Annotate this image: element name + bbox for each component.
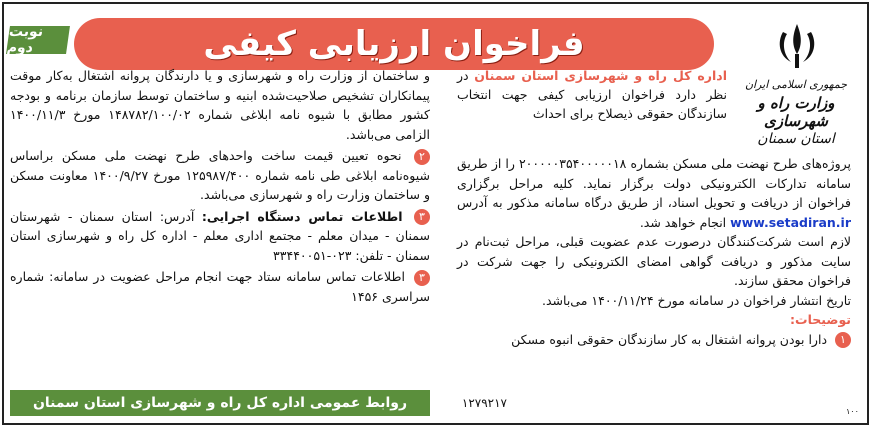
setad-contact-text: اطلاعات تماس سامانه ستاد جهت انجام مراحل عضویت در سامانه: شماره سراسری ۱۴۵۶ [10, 269, 430, 304]
item-2-number: ۲ [414, 149, 430, 165]
ministry-logo-text [741, 76, 851, 148]
item-3-number: ۳ [414, 209, 430, 225]
main-paragraph-1 [457, 154, 851, 232]
corner-number: ۱۰۰ [846, 407, 859, 416]
ad-frame [2, 2, 869, 425]
note-1-number: ۱ [835, 332, 851, 348]
public-relations-footer: روابط عمومی اداره کل راه و شهرسازی استان سمنان [10, 390, 430, 416]
ministry-line-2: وزارت راه و شهرسازی [757, 94, 835, 130]
notes-title: توضیحات: [790, 312, 851, 327]
left-column [10, 66, 430, 308]
contact-text: آدرس: استان سمنان - شهرستان سمنان - میدان معلم - مجتمع اداری معلم - اداره کل راه و شهرسازی استان سمنان - تلفن: ۰۲۳-۳۳۴۴۰۰۵۱ [10, 208, 430, 263]
ad-code: ۱۲۷۹۲۱۷ [461, 396, 507, 410]
iran-emblem-icon [769, 18, 825, 74]
main-paragraph-3: تاریخ انتشار فراخوان در سامانه مورخ ۱۴۰۰/۱۱/۲۴ می‌باشد. [542, 292, 851, 308]
ministry-line-3: استان سمنان [757, 131, 835, 147]
left-paragraph-4 [10, 267, 430, 306]
contact-heading: اطلاعات تماس دستگاه اجرایی: [201, 208, 403, 224]
badge-second-round: نوبت دوم [6, 26, 70, 54]
item-2-text: نحوه تعیین قیمت ساخت واحدهای طرح نهضت ملی مسکن براساس شیوه‌نامه ابلاغی طی نامه شماره ۱۲۵۹۸۷/۴۰۰ مورخ ۱۴۰۰/۹/۲۷ معاونت مسکن و ساختمان وزارت راه و شهرسازی می‌باشد. [10, 148, 430, 202]
main-p1-end: انجام خواهد شد. [639, 214, 727, 230]
main-body [457, 154, 851, 349]
notes-heading [457, 310, 851, 330]
setadiran-link[interactable]: www.setadiran.ir [730, 214, 851, 230]
main-p1-text: پروژه‌های طرح نهضت ملی مسکن بشماره ۲۰۰۰۰۰۳۵۴۰۰۰۰۰۱۸ را از طریق سامانه تدارکات الکترونیکی دولت برگزار نماید. کلیه مراحل برگزاری فراخوان از دریافت و تحویل اسناد، از طریق درگاه سامانه مذکور به آدرس [457, 156, 851, 210]
left-paragraph-3 [10, 207, 430, 266]
title-banner [74, 18, 714, 70]
organization-name: اداره کل راه و شهرسازی استان سمنان [474, 68, 727, 83]
note-1 [457, 330, 851, 350]
ministry-line-1: جمهوری اسلامی ایران [744, 78, 848, 91]
item-4-number: ۳ [414, 270, 430, 286]
note-1-text: دارا بودن پروانه اشتغال به کار سازندگان حقوقی انبوه مسکن [511, 331, 828, 347]
left-paragraph-2 [10, 146, 430, 205]
intro-block [457, 66, 727, 123]
page-title: فراخوان ارزیابی کیفی [203, 24, 585, 64]
left-paragraph-1: و ساختمان از وزارت راه و شهرسازی و یا دارندگان پروانه اشتغال به‌کار موقت پیمانکاران تشخیص صلاحیت‌شده ابنیه و ساختمان توسط سازمان برنامه و بودجه کشور مطابق با شیوه نامه ابلاغی شماره ۱۴۸۷۸۲/۱۰۰/۰۲ مورخ ۱۴۰۰/۱۱/۳ الزامی می‌باشد. [10, 68, 430, 142]
intro-text: در نظر دارد فراخوان ارزیابی کیفی جهت انتخاب سازندگان حقوقی ذیصلاح برای احداث [457, 68, 727, 121]
main-paragraph-2: لازم است شرکت‌کنندگان درصورت عدم عضویت قبلی، مراحل ثبت‌نام در سایت مذکور و دریافت گواهی امضای الکترونیکی را جهت شرکت در فراخوان محقق سازند. [457, 234, 851, 288]
